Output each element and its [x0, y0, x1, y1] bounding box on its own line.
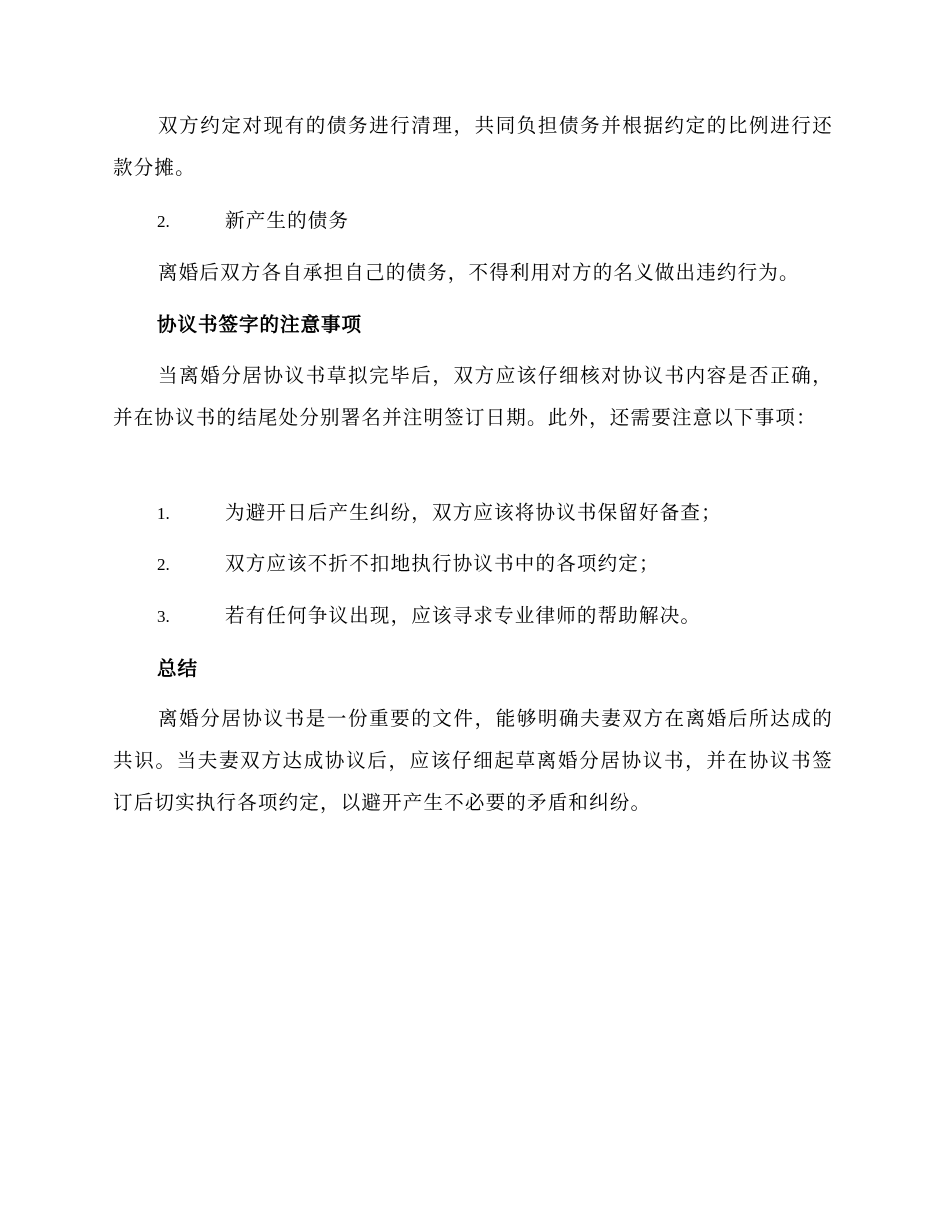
- list-item: [157, 498, 837, 529]
- list-item-new-debt: [157, 206, 837, 237]
- list-item-text: 为避开日后产生纠纷，双方应该将协议书保留好备查；: [225, 501, 722, 524]
- list-item-text: 若有任何争议出现，应该寻求专业律师的帮助解决。: [225, 604, 702, 627]
- list-item: [157, 601, 837, 632]
- signing-intro-paragraph: 当离婚分居协议书草拟完毕后，双方应该仔细核对协议书内容是否正确，并在协议书的结尾处分别署名并注明签订日期。此外，还需要注意以下事项：: [113, 364, 833, 429]
- list-number: 1.: [157, 504, 170, 523]
- list-number: 3.: [157, 607, 170, 626]
- signing-notes-heading: 协议书签字的注意事项: [157, 313, 363, 336]
- list-number: 2.: [157, 555, 170, 574]
- existing-debt-paragraph: 双方约定对现有的债务进行清理，共同负担债务并根据约定的比例进行还款分摊。: [113, 114, 833, 179]
- list-item-text: 双方应该不折不扣地执行协议书中的各项约定；: [225, 552, 660, 575]
- summary-paragraph: 离婚分居协议书是一份重要的文件，能够明确夫妻双方在离婚后所达成的共识。当夫妻双方达成协议后，应该仔细起草离婚分居协议书，并在协议书签订后切实执行各项约定，以避开产生不必要的矛盾和纠纷。: [113, 707, 833, 814]
- list-item: [157, 549, 837, 580]
- list-number: 2.: [157, 212, 170, 231]
- summary-heading: 总结: [157, 657, 199, 680]
- new-debt-paragraph: 离婚后双方各自承担自己的债务，不得利用对方的名义做出违约行为。: [158, 261, 800, 284]
- list-item-label: 新产生的债务: [225, 209, 350, 232]
